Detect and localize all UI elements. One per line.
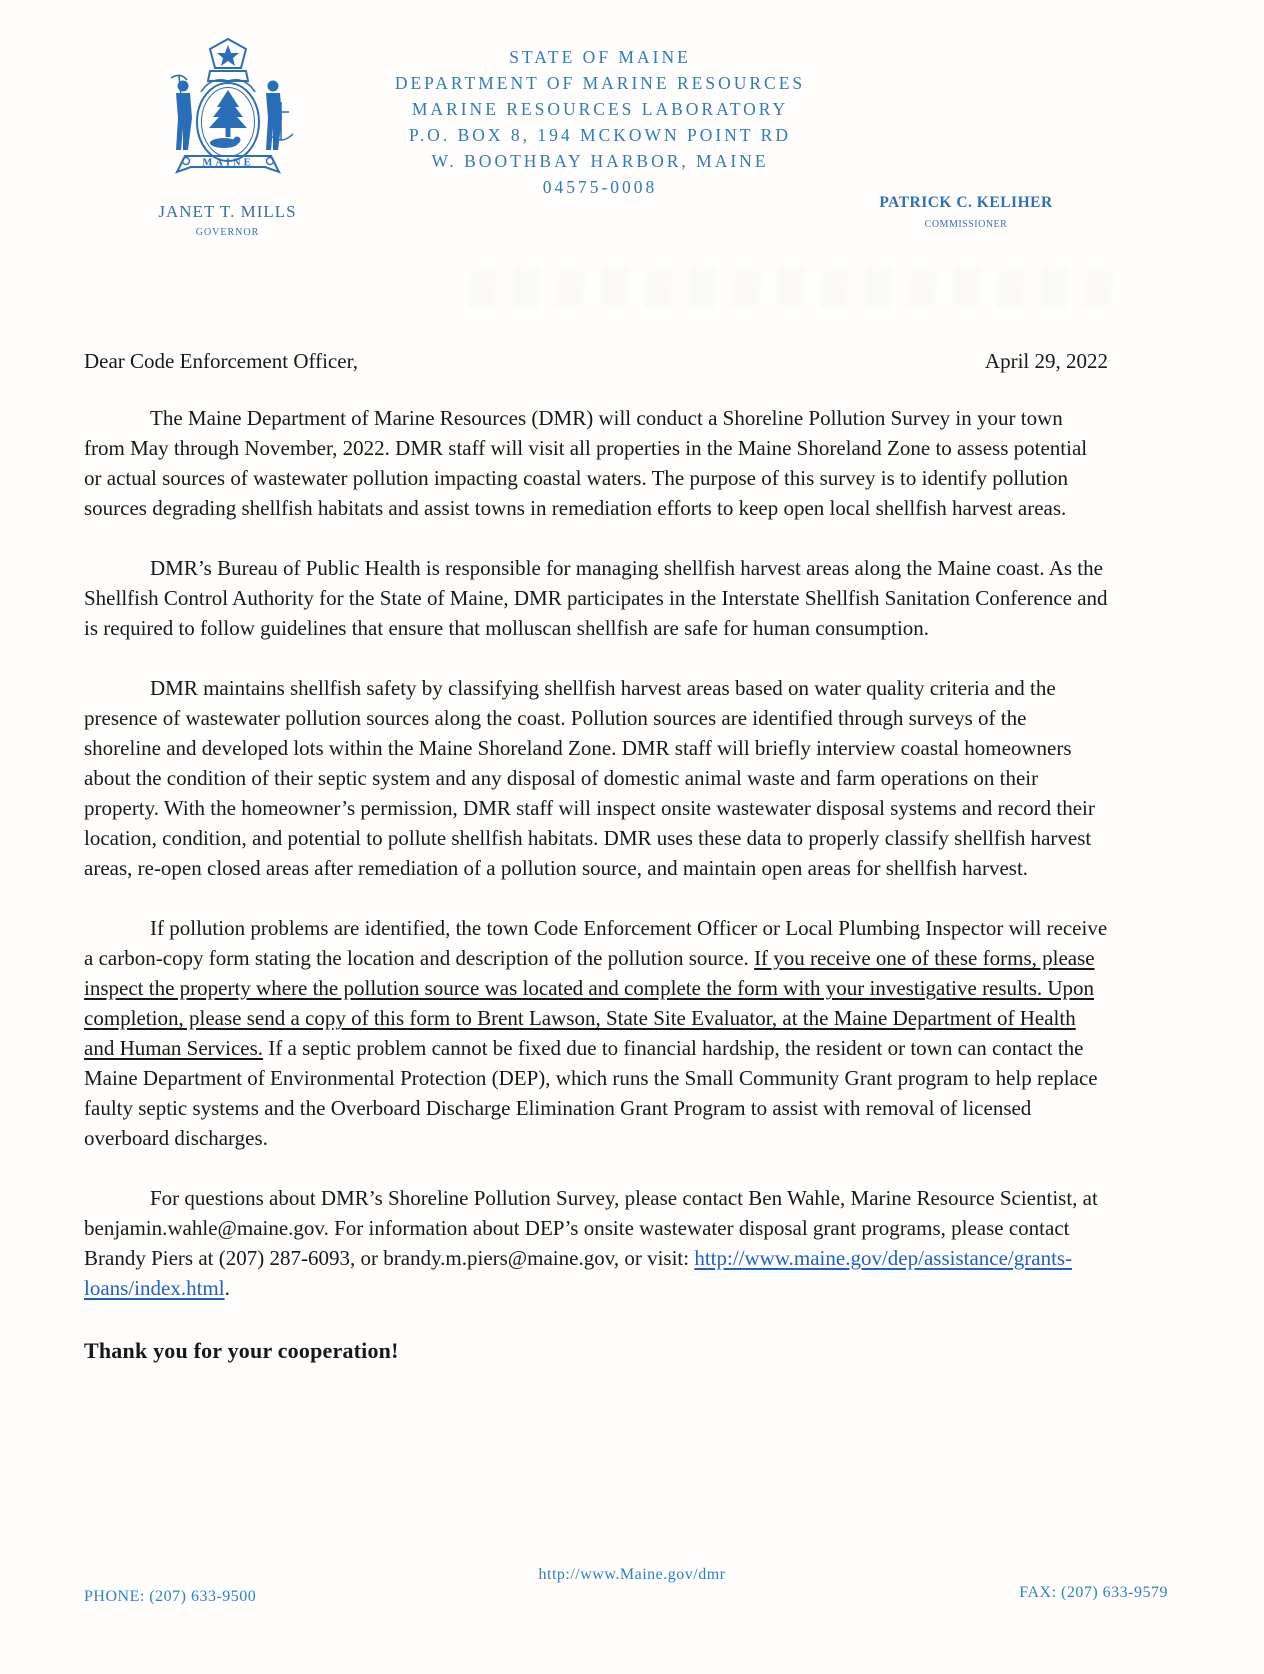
letter-paragraphs — [84, 403, 1108, 1303]
paragraph — [84, 553, 1108, 643]
footer-fax: FAX: (207) 633-9579 — [1019, 1584, 1168, 1601]
maine-state-seal-icon — [153, 36, 303, 198]
letterhead-address-line: 04575-0008 — [542, 177, 658, 197]
closing-line: Thank you for your cooperation! — [84, 1338, 399, 1363]
governor-title: GOVERNOR — [195, 227, 260, 238]
governor-name: JANET T. MILLS — [158, 202, 297, 221]
commissioner-block — [846, 194, 1086, 230]
paragraph-segment: DMR maintains shellfish safety by classifying shellfish harvest areas based on water quality criteria and the presence of wastewater pollution sources along the coast. Pollution sources are identified through surveys of the shoreline and developed lots within the Maine Shoreland Zone. DMR staff will briefly interview coastal homeowners about the condition of their septic system and any disposal of domestic animal waste and farm operations on their property. With the homeowner’s permission, DMR staff will inspect onsite wastewater disposal systems and record their location, condition, and potential to pollute shellfish habitats. DMR uses these data to properly classify shellfish harvest areas, re-open closed areas after remediation of a pollution source, and maintain open areas for shellfish harvest. — [84, 676, 1095, 880]
letter-date: April 29, 2022 — [984, 349, 1108, 373]
dep-grants-link[interactable]: http://www.maine.gov/dep/assistance/grants-loans/index.html — [84, 1246, 1073, 1300]
paragraph — [84, 913, 1108, 1153]
footer-website: http://www.Maine.gov/dmr — [538, 1566, 726, 1583]
paragraph-segment: If you receive one of these forms, please inspect the property where the pollution source was located and complete the form with your investigative results. Upon completion, please send a copy of this form to Brent Lawson, State Site Evaluator, at the Maine Department of Health and Human Services. — [84, 946, 1095, 1060]
letterhead-address-line: MARINE RESOURCES LABORATORY — [411, 99, 789, 119]
letterhead-address — [330, 44, 870, 200]
letter-body — [84, 346, 1108, 1366]
paragraph — [84, 1183, 1108, 1303]
paragraph-segment: For questions about DMR’s Shoreline Pollution Survey, please contact Ben Wahle, Marine Resource Scientist, at benjamin.wahle@maine.gov. For information about DEP’s onsite wastewater disposal grant programs, please contact Brandy Piers at (207) 287-6093, or brandy.m.piers@maine.gov, or visit: — [84, 1186, 1098, 1270]
letterhead — [0, 0, 1264, 320]
salutation: Dear Code Enforcement Officer, — [84, 349, 358, 373]
governor-seal-block — [140, 36, 315, 238]
paragraph-segment: If pollution problems are identified, the town Code Enforcement Officer or Local Plumbing Inspector will receive a carbon-copy form stating the location and description of the pollution source. — [84, 916, 1108, 970]
paragraph-segment: . — [224, 1276, 230, 1300]
commissioner-name: PATRICK C. KELIHER — [879, 194, 1053, 211]
paragraph — [84, 673, 1108, 883]
paragraph-segment: If a septic problem cannot be fixed due to financial hardship, the resident or town can contact the Maine Department of Environmental Protection (DEP), which runs the Small Community Grant program to help replace faulty septic systems and the Overboard Discharge Elimination Grant Program to assist with removal of licensed overboard discharges. — [84, 1036, 1098, 1150]
paragraph — [84, 403, 1108, 523]
seal-banner-text: MAINE — [201, 157, 254, 169]
letterhead-address-line: STATE OF MAINE — [509, 47, 691, 67]
letterhead-address-line: W. BOOTHBAY HARBOR, MAINE — [431, 151, 769, 171]
letterhead-address-line: DEPARTMENT OF MARINE RESOURCES — [394, 73, 806, 93]
bleed-through-artifact — [469, 268, 1132, 308]
footer-phone: PHONE: (207) 633-9500 — [84, 1588, 257, 1605]
commissioner-title: COMMISSIONER — [924, 219, 1008, 230]
paragraph-segment: DMR’s Bureau of Public Health is responsible for managing shellfish harvest areas along the Maine coast. As the Shellfish Control Authority for the State of Maine, DMR participates in the Interstate Shellfish Sanitation Conference and is required to follow guidelines that ensure that molluscan shellfish are safe for human consumption. — [84, 556, 1108, 640]
paragraph-segment: The Maine Department of Marine Resources (DMR) will conduct a Shoreline Pollution Survey in your town from May through November, 2022. DMR staff will visit all properties in the Maine Shoreland Zone to assess potential or actual sources of wastewater pollution impacting coastal waters. The purpose of this survey is to identify pollution sources degrading shellfish habitats and assist towns in remediation efforts to keep open local shellfish harvest areas. — [84, 406, 1088, 520]
letterhead-address-line: P.O. BOX 8, 194 MCKOWN POINT RD — [409, 125, 791, 145]
